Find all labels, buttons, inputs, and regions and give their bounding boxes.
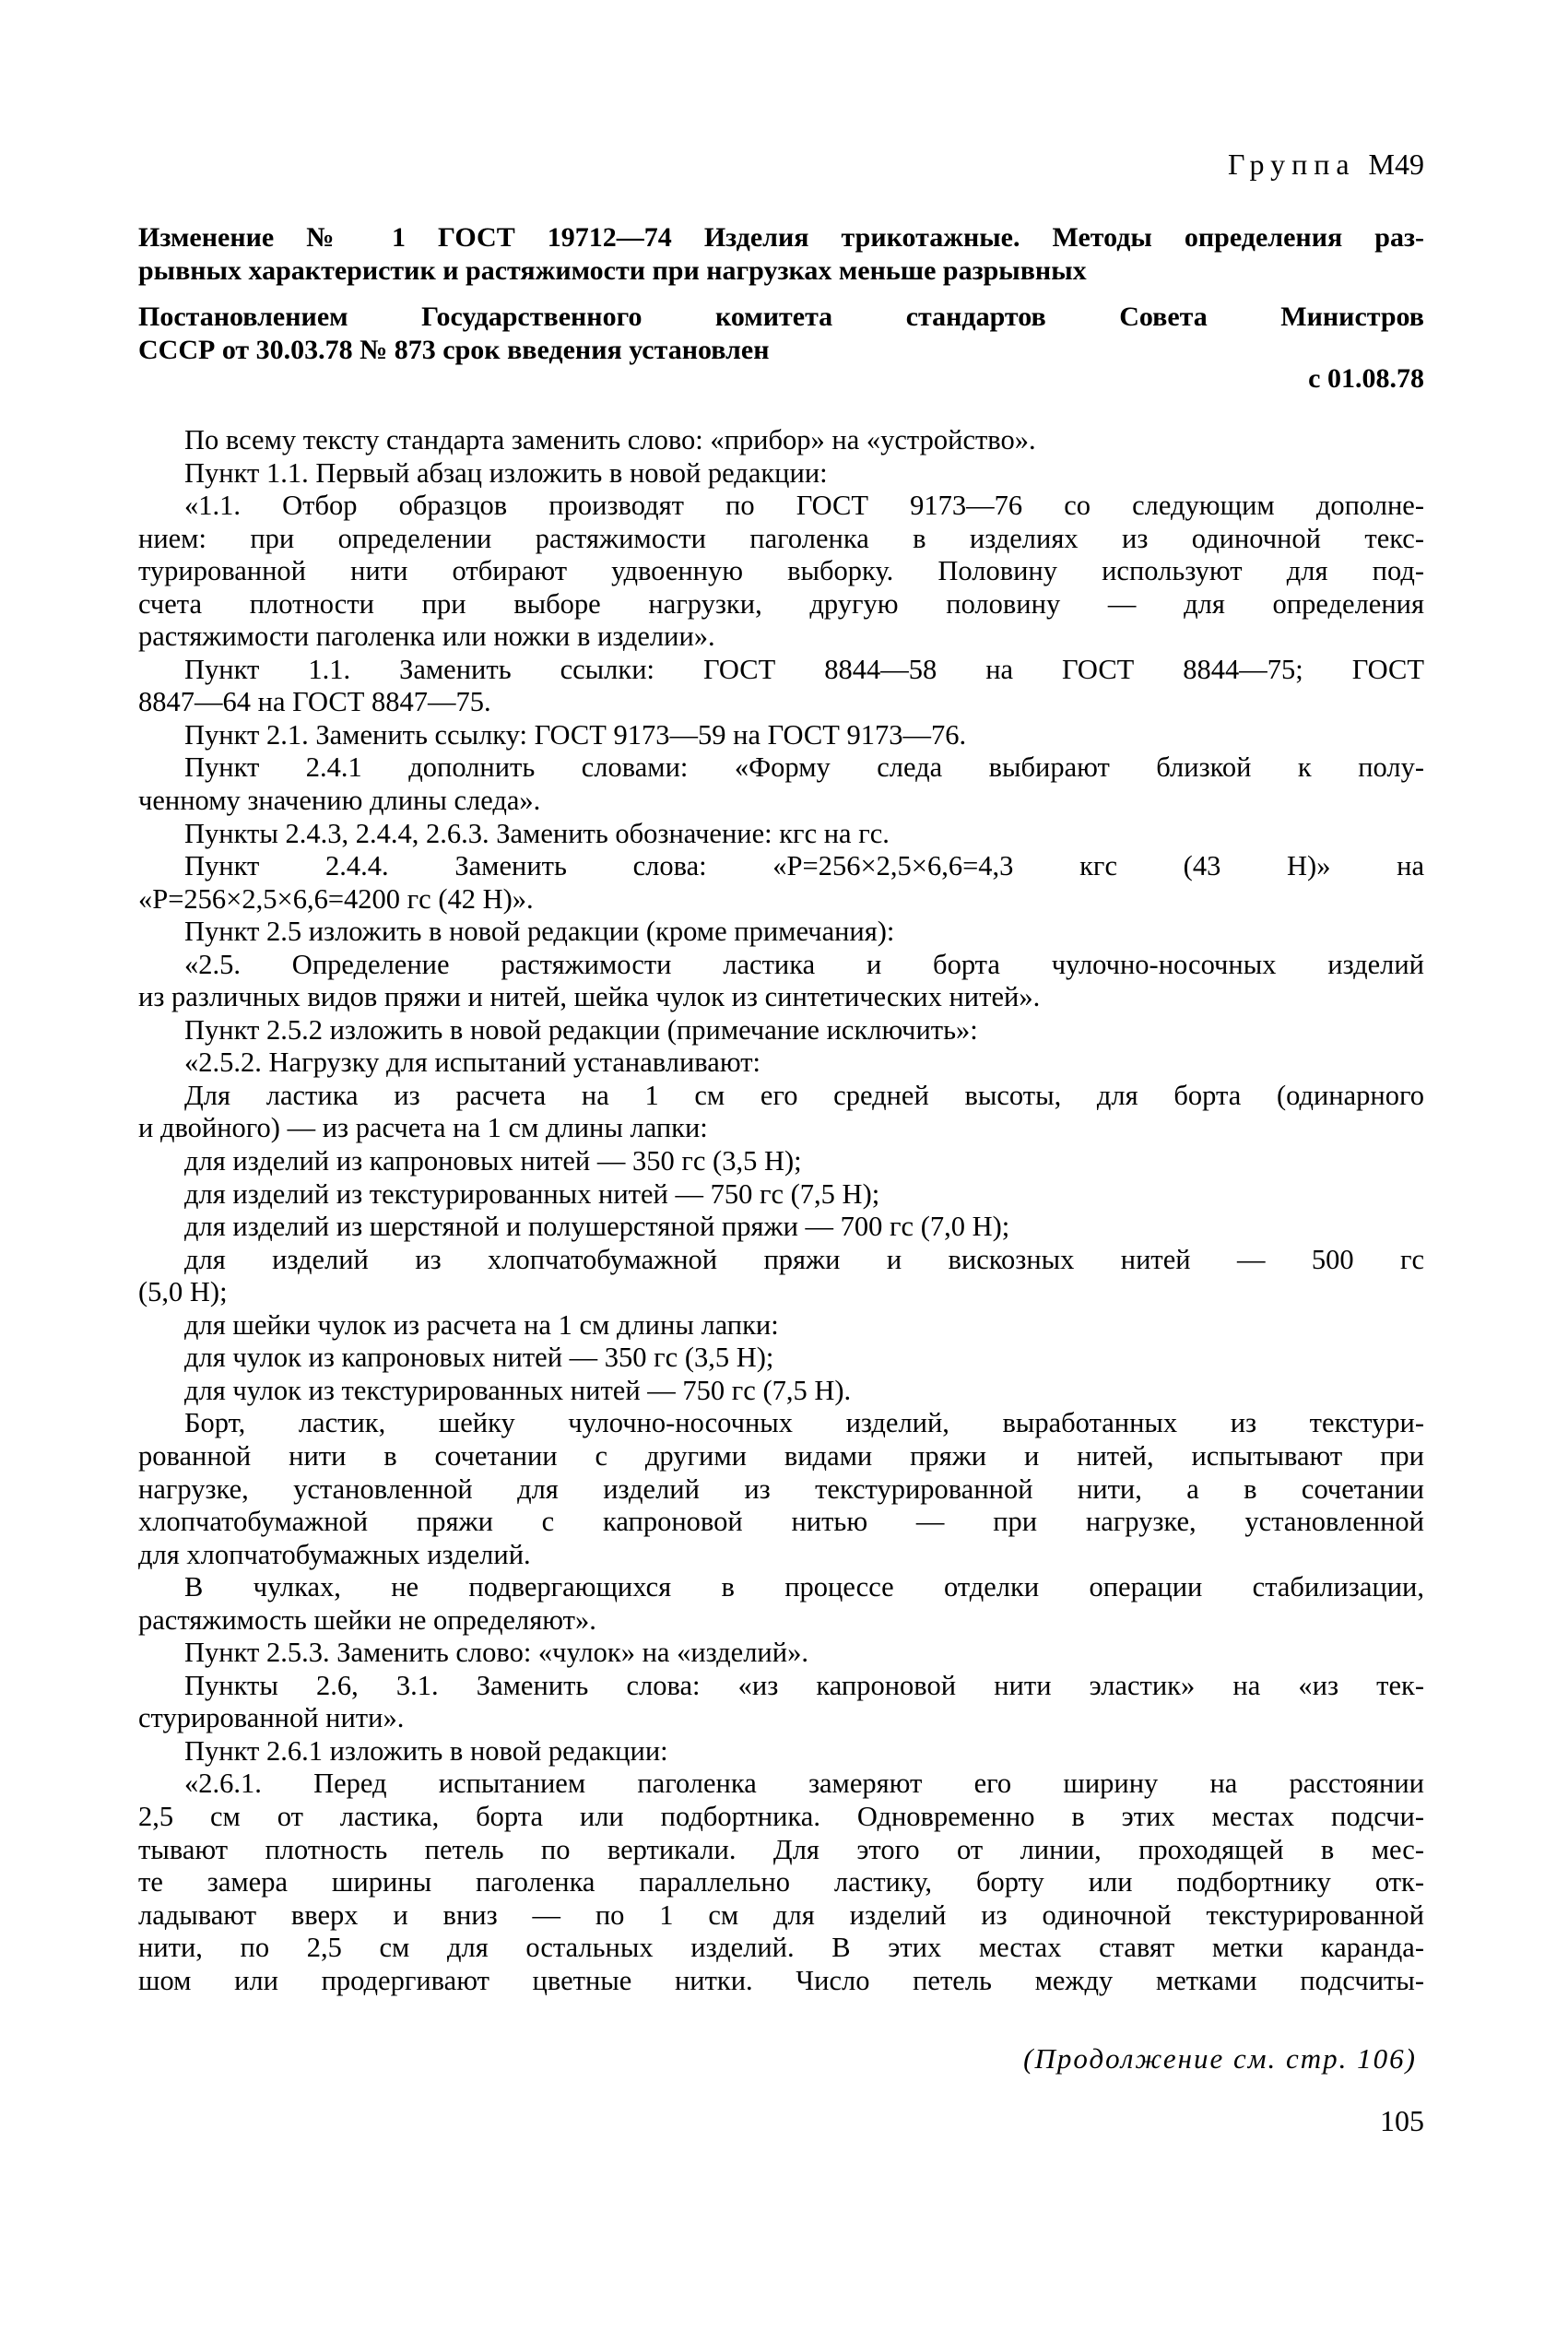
body-line: «2.5. Определение растяжимости ластика и борта чулочно-носочных изделий xyxy=(184,948,1424,980)
body-line: Пункт 2.4.4. Заменить слова: «Р=256×2,5×6,6=4,3 кгс (43 Н)» на xyxy=(184,850,1424,882)
body-line: тывают плотность петель по вертикали. Для этого от линии, проходящей в мес- xyxy=(138,1833,1424,1865)
body-line: нием: при определении растяжимости паголенка в изделиях из одиночной текс- xyxy=(138,522,1424,554)
body-line: для шейки чулок из расчета на 1 см длины лапки: xyxy=(184,1308,779,1341)
body-line: «2.5.2. Нагрузку для испытаний устанавливают: xyxy=(184,1047,761,1079)
decree-statement xyxy=(138,301,1424,366)
title-line: рывных характеристик и растяжимости при нагрузках меньше разрывных xyxy=(138,254,1087,286)
group-code: М49 xyxy=(1368,148,1424,181)
decree-line: Постановлением Государственного комитета стандартов Совета Министров xyxy=(138,302,1424,332)
body-line: 2,5 см от ластика, борта или подбортника. Одновременно в этих местах подсчи- xyxy=(138,1800,1424,1832)
body-line: Борт, ластик, шейку чулочно-носочных изделий, выработанных из текстури- xyxy=(184,1407,1424,1439)
body-line: Пункт 2.6.1 изложить в новой редакции: xyxy=(184,1734,668,1767)
body-line: Пункты 2.4.3, 2.4.4, 2.6.3. Заменить обозначение: кгс на гс. xyxy=(184,817,890,849)
body-line: 8847—64 на ГОСТ 8847—75. xyxy=(138,686,491,718)
body-line: В чулках, не подвергающихся в процессе отделки операции стабилизации, xyxy=(184,1571,1424,1603)
body-line: Для ластика из расчета на 1 см его средней высоты, для борта (одинарного xyxy=(184,1079,1424,1111)
body-line: «Р=256×2,5×6,6=4200 гс (42 Н)». xyxy=(138,882,534,915)
body-line: «1.1. Отбор образцов производят по ГОСТ 9173—76 со следующим дополне- xyxy=(184,490,1424,522)
body-line: для хлопчатобумажных изделий. xyxy=(138,1538,531,1570)
body-line: для чулок из капроновых нитей — 350 гс (3,5 Н); xyxy=(184,1342,774,1374)
amendment-title xyxy=(138,221,1424,287)
body-line: для изделий из текстурированных нитей — 750 гс (7,5 Н); xyxy=(184,1177,880,1210)
body-line: рованной нити в сочетании с другими видами пряжи и нитей, испытывают при xyxy=(138,1439,1424,1472)
body-line: растяжимости паголенка или ножки в изделии». xyxy=(138,621,715,653)
body-line: растяжимость шейки не определяют». xyxy=(138,1603,596,1636)
body-line: По всему тексту стандарта заменить слово: «прибор» на «устройство». xyxy=(184,424,1036,455)
body-line: и двойного) — из расчета на 1 см длины лапки: xyxy=(138,1112,708,1144)
body-line: нити, по 2,5 см для остальных изделий. В этих местах ставят метки каранда- xyxy=(138,1932,1424,1964)
effective-date-block xyxy=(138,362,1424,396)
body-line: для чулок из текстурированных нитей — 750 гс (7,5 Н). xyxy=(184,1374,852,1406)
body-line: Пункт 1.1. Заменить ссылки: ГОСТ 8844—58 на ГОСТ 8844—75; ГОСТ xyxy=(184,653,1424,685)
decree-line: СССР от 30.03.78 № 873 срок введения установлен xyxy=(138,334,770,365)
body-line: ладывают вверх и вниз — по 1 см для изделий из одиночной текстурированной xyxy=(138,1898,1424,1931)
body-line: Пункт 2.5.2 изложить в новой редакции (примечание исключить»: xyxy=(184,1013,978,1046)
body-line: Пункт 2.5 изложить в новой редакции (кроме примечания): xyxy=(184,916,895,948)
group-label xyxy=(1228,146,1424,183)
body-line: для изделий из хлопчатобумажной пряжи и вискозных нитей — 500 гс xyxy=(184,1243,1424,1275)
body-line: Пункт 2.4.1 дополнить словами: «Форму следа выбирают близкой к полу- xyxy=(184,751,1424,784)
body-line: нагрузке, установленной для изделий из текстурированной нити, а в сочетании xyxy=(138,1473,1424,1505)
amendment-body xyxy=(138,424,1424,1997)
body-line: счета плотности при выборе нагрузки, другую половину — для определения xyxy=(138,587,1424,620)
body-line: Пункты 2.6, 3.1. Заменить слова: «из капроновой нити эластик» на «из тек- xyxy=(184,1669,1424,1701)
group-label-text: Группа xyxy=(1228,148,1356,181)
body-line: турированной нити отбирают удвоенную выборку. Половину используют для под- xyxy=(138,555,1424,587)
body-line: хлопчатобумажной пряжи с капроновой нитью — при нагрузке, установленной xyxy=(138,1506,1424,1538)
body-line: шом или продергивают цветные нитки. Число петель между метками подсчиты- xyxy=(138,1964,1424,1996)
body-line: из различных видов пряжи и нитей, шейка чулок из синтетических нитей». xyxy=(138,981,1041,1013)
body-line: Пункт 2.1. Заменить ссылку: ГОСТ 9173—59 на ГОСТ 9173—76. xyxy=(184,718,967,751)
page-number: 105 xyxy=(1380,2104,1424,2137)
body-line: ченному значению длины следа». xyxy=(138,785,541,817)
continuation-note: (Продолжение см. стр. 106) xyxy=(1023,2042,1417,2075)
body-line: (5,0 Н); xyxy=(138,1276,228,1308)
body-line: Пункт 1.1. Первый абзац изложить в новой редакции: xyxy=(184,456,828,489)
body-line: для изделий из капроновых нитей — 350 гс (3,5 Н); xyxy=(184,1145,802,1177)
effective-date: с 01.08.78 xyxy=(1308,363,1424,394)
body-line: для изделий из шерстяной и полушерстяной пряжи — 700 гс (7,0 Н); xyxy=(184,1211,1010,1243)
body-line: «2.6.1. Перед испытанием паголенка замеряют его ширину на расстоянии xyxy=(184,1768,1424,1800)
body-line: те замера ширины паголенка параллельно ластику, борту или подбортнику отк- xyxy=(138,1866,1424,1898)
title-line: Изменение № 1 ГОСТ 19712—74 Изделия трикотажные. Методы определения раз- xyxy=(138,222,1424,253)
body-line: стурированной нити». xyxy=(138,1702,405,1734)
body-line: Пункт 2.5.3. Заменить слово: «чулок» на «изделий». xyxy=(184,1637,808,1669)
